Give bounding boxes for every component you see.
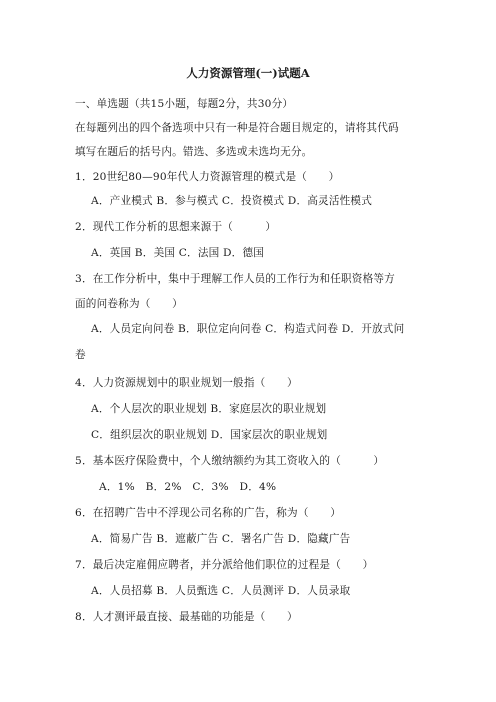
question-stem: 8．人才测评最直接、最基础的功能是（ ） <box>75 611 298 623</box>
question-stem: 面的问卷称为（ ） <box>75 298 183 310</box>
question-options: A．人员招募 B．人员甄选 C．人员测评 D．人员录取 <box>91 585 351 597</box>
question-options: A．简易广告 B．遮蔽广告 C．署名广告 D．隐藏广告 <box>91 533 351 545</box>
question-stem: 7．最后决定雇佣应聘者，并分派给他们职位的过程是（ ） <box>75 559 374 571</box>
question-options: A．人员定向问卷 B．职位定向问卷 C．构造式问卷 D．开放式问 <box>91 323 405 335</box>
question-options: C．组织层次的职业规划 D．国家层次的职业规划 <box>91 429 328 441</box>
question-stem: 5．基本医疗保险费中，个人缴纳额约为其工资收入的（ ） <box>75 455 385 467</box>
question-stem: 3．在工作分析中，集中于理解工作人员的工作行为和任职资格等方 <box>75 273 395 285</box>
question-options: A．英国 B．美国 C．法国 D．德国 <box>91 247 265 259</box>
document-title: 人力资源管理(一)试题A <box>186 66 310 80</box>
question-stem: 6．在招聘广告中不浮现公司名称的广告，称为（ ） <box>75 507 341 519</box>
question-stem: 1．20世纪80—90年代人力资源管理的模式是（ ） <box>75 171 340 183</box>
question-options: 卷 <box>75 349 86 361</box>
question-options: A．产业模式 B．参与模式 C．投资模式 D．高灵活性模式 <box>91 195 372 207</box>
question-options: A．1% B．2% C．3% D．4% <box>99 481 277 493</box>
question-options: A．个人层次的职业规划 B．家庭层次的职业规划 <box>91 403 327 415</box>
question-stem: 2．现代工作分析的思想来源于（ ） <box>75 221 277 233</box>
section-heading: 一、单选题（共15小题，每题2分，共30分） <box>75 98 294 110</box>
question-stem: 4．人力资源规划中的职业规划一般指（ ） <box>75 377 298 389</box>
instructions-line: 在每题列出的四个备选项中只有一种是符合题目规定的，请将其代码 <box>75 122 399 134</box>
instructions-line: 填写在题后的括号内。错选、多选或未选均无分。 <box>75 146 313 158</box>
